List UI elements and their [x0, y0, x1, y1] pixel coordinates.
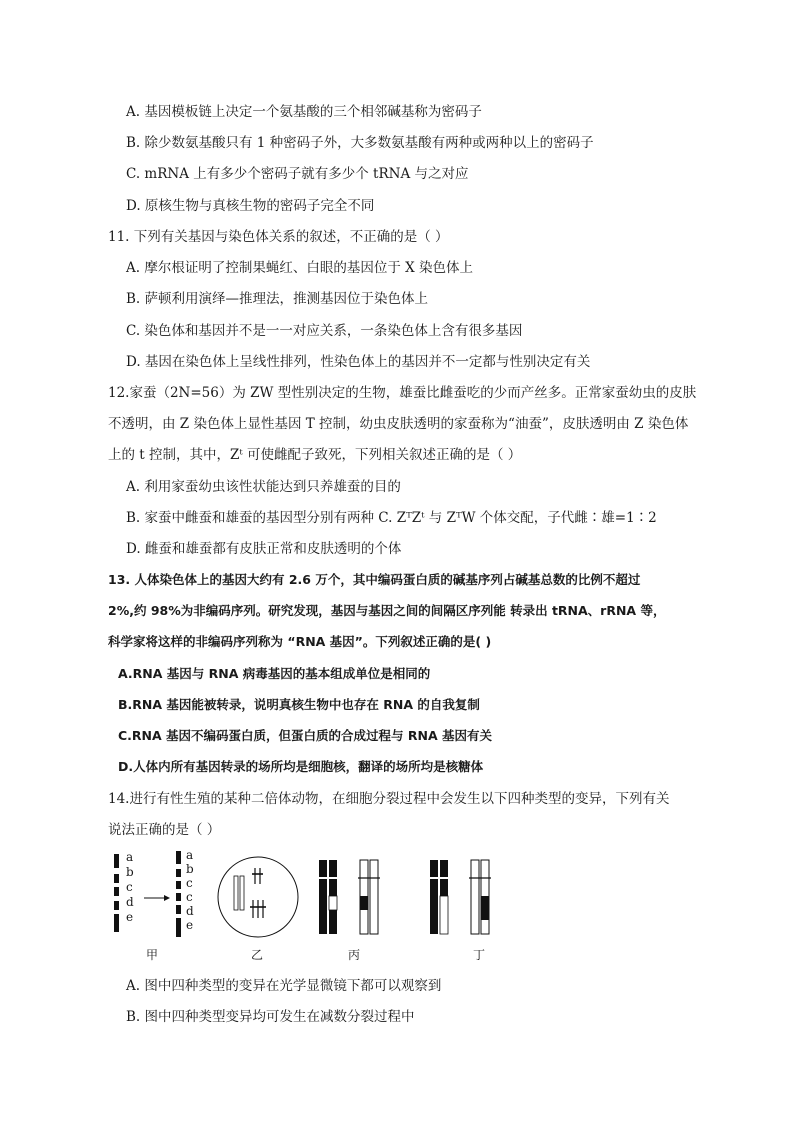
- q14-option-b: B. 图中四种类型变异均可发生在减数分裂过程中: [126, 1009, 415, 1025]
- q12-option-bc: B. 家蚕中雌蚕和雄蚕的基因型分别有两种 C. ZᵀZᵗ 与 ZᵀW 个体交配，子代雌∶雄=1∶2: [126, 510, 657, 526]
- q11-option-a: A. 摩尔根证明了控制果蝇红、白眼的基因位于 X 染色体上: [126, 260, 474, 276]
- q13-stem-line1: 13. 人体染色体上的基因大约有 2.6 万个，其中编码蛋白质的碱基序列占碱基总数的比例不超过: [108, 572, 641, 587]
- q12-option-d: D. 雌蚕和雄蚕都有皮肤正常和皮肤透明的个体: [126, 541, 402, 557]
- q10-option-b: B. 除少数氨基酸只有 1 种密码子外，大多数氨基酸有两种或两种以上的密码子: [126, 135, 594, 151]
- gene-label: c: [126, 880, 133, 894]
- q10-option-c: C. mRNA 上有多少个密码子就有多少个 tRNA 与之对应: [126, 166, 469, 182]
- q10-option-d: D. 原核生物与真核生物的密码子完全不同: [126, 198, 375, 214]
- gene-label: c: [186, 890, 193, 904]
- q12-stem-line1: 12.家蚕（2N=56）为 ZW 型性别决定的生物，雄蚕比雌蚕吃的少而产丝多。正常家蚕幼虫的皮肤: [108, 385, 697, 401]
- gene-label: a: [186, 848, 194, 862]
- gene-label: a: [126, 850, 134, 864]
- q13-option-a: A.RNA 基因与 RNA 病毒基因的基本组成单位是相同的: [118, 666, 431, 681]
- q12-stem-line2: 不透明，由 Z 染色体上显性基因 T 控制，幼虫皮肤透明的家蚕称为“油蚕”，皮肤透明由 Z 染色体: [108, 416, 689, 432]
- q11-option-c: C. 染色体和基因并不是一一对应关系，一条染色体上含有很多基因: [126, 323, 523, 339]
- panel-label-yi: 乙: [251, 948, 264, 962]
- chromosome-variation-figure: [110, 848, 530, 963]
- q13-stem-line3: 科学家将这样的非编码序列称为 “RNA 基因”。下列叙述正确的是( ): [108, 634, 492, 649]
- gene-label: d: [126, 895, 134, 909]
- gene-label: c: [186, 876, 193, 890]
- gene-label: d: [186, 904, 194, 918]
- q14-stem-line2: 说法正确的是（ ）: [108, 822, 221, 838]
- arrow-icon: [144, 895, 170, 901]
- gene-label: e: [126, 910, 134, 924]
- q13-option-c: C.RNA 基因不编码蛋白质，但蛋白质的合成过程与 RNA 基因有关: [118, 728, 493, 743]
- q12-stem-line3: 上的 t 控制，其中，Zᵗ 可使雌配子致死，下列相关叙述正确的是（ ）: [108, 447, 522, 463]
- q10-option-a: A. 基因模板链上决定一个氨基酸的三个相邻碱基称为密码子: [126, 104, 482, 120]
- panel-label-ding: 丁: [473, 948, 486, 962]
- q11-option-d: D. 基因在染色体上呈线性排列，性染色体上的基因并不一定都与性别决定有关: [126, 354, 591, 370]
- q13-option-d: D.人体内所有基因转录的场所均是细胞核，翻译的场所均是核糖体: [118, 759, 484, 774]
- yi-cell: [218, 857, 298, 937]
- q13-option-b: B.RNA 基因能被转录，说明真核生物中也存在 RNA 的自我复制: [118, 697, 480, 712]
- jia-chromosome-original: [114, 854, 119, 932]
- gene-label: b: [186, 862, 194, 876]
- gene-label: e: [186, 918, 194, 932]
- q11-stem: 11. 下列有关基因与染色体关系的叙述，不正确的是（ ）: [108, 229, 449, 245]
- panel-label-bing: 丙: [348, 948, 361, 962]
- q12-option-a: A. 利用家蚕幼虫该性状能达到只养雄蚕的目的: [126, 479, 401, 495]
- bing-chromosome-pair: [317, 860, 380, 934]
- q14-stem-line1: 14.进行有性生殖的某种二倍体动物，在细胞分裂过程中会发生以下四种类型的变异，下列有关: [108, 791, 670, 807]
- q14-option-a: A. 图中四种类型的变异在光学显微镜下都可以观察到: [126, 978, 442, 994]
- q11-option-b: B. 萨顿利用演绎—推理法，推测基因位于染色体上: [126, 291, 429, 307]
- ding-chromosome-pair: [428, 860, 496, 934]
- gene-label: b: [126, 865, 134, 879]
- figure-svg: [110, 848, 530, 963]
- panel-label-jia: 甲: [146, 948, 159, 962]
- q13-stem-line2: 2%,约 98%为非编码序列。研究发现，基因与基因之间的间隔区序列能 转录出 tRNA、rRNA 等，: [108, 603, 666, 618]
- jia-chromosome-duplicated: [176, 851, 181, 937]
